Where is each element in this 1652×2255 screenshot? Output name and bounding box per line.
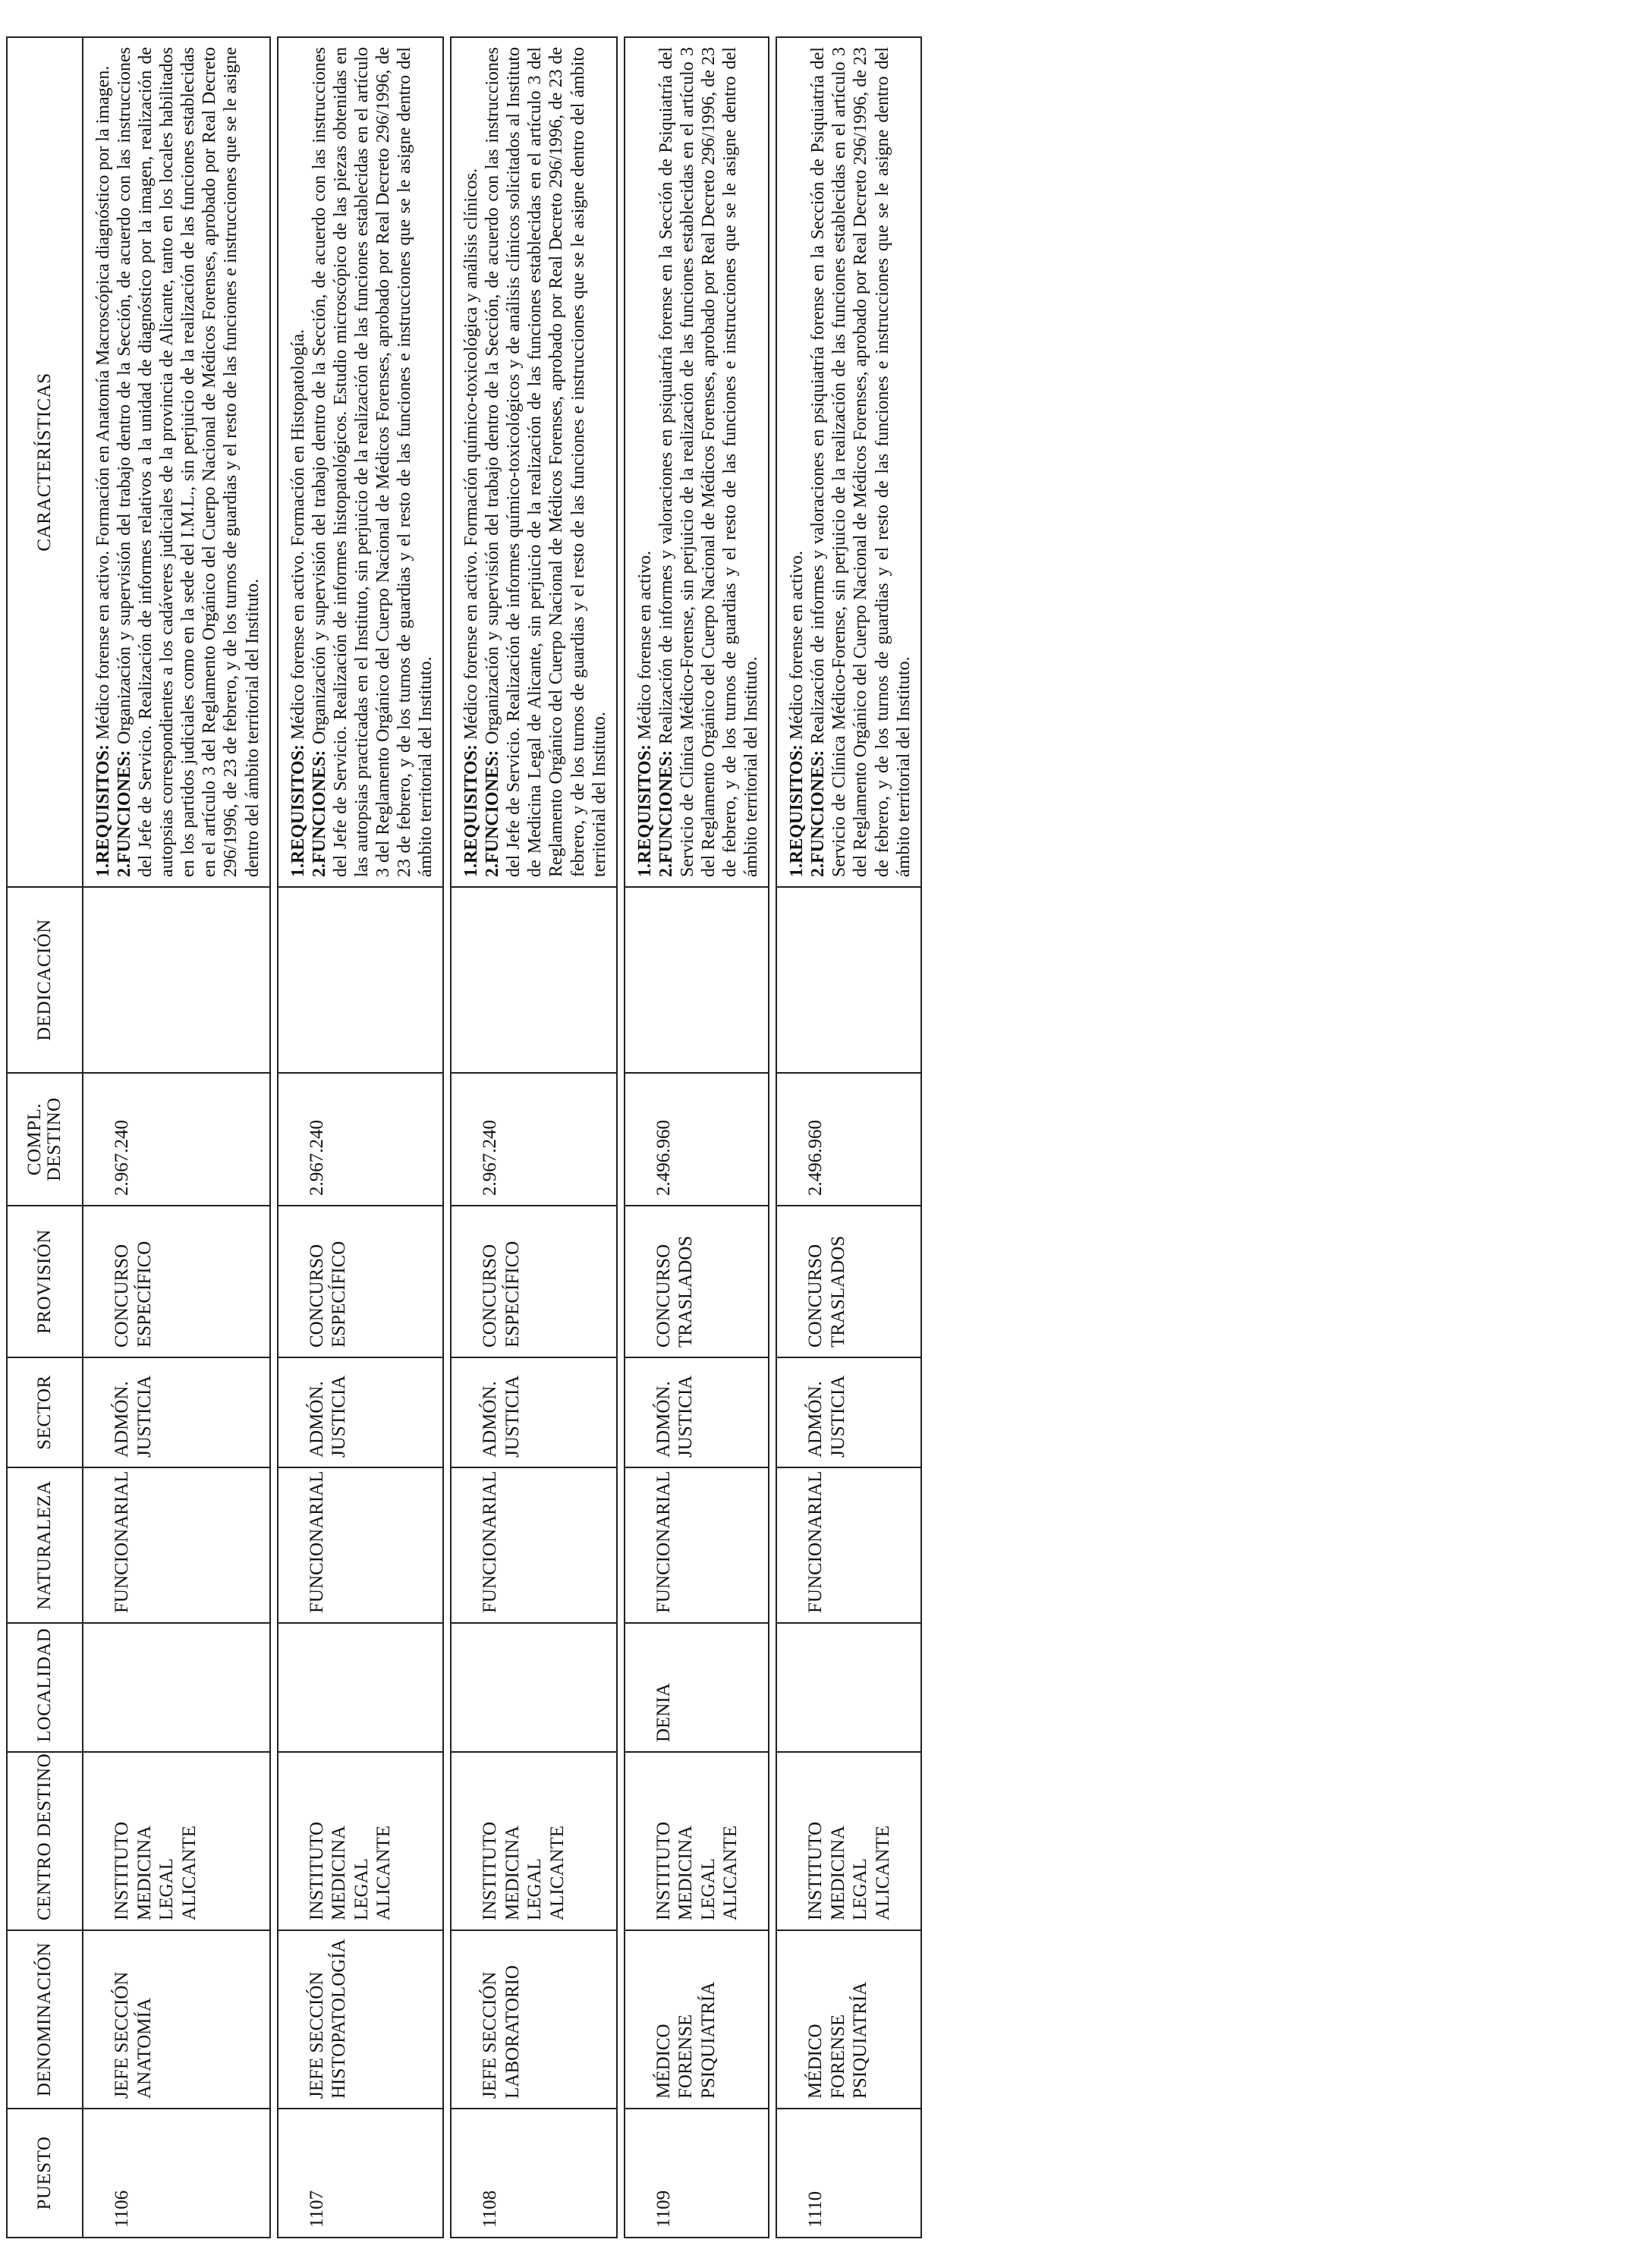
denominacion-line: LABORATORIO bbox=[502, 1965, 523, 2099]
cell-denominacion bbox=[625, 1930, 769, 2109]
table-row bbox=[278, 37, 444, 2238]
centro-line: MEDICINA LEGAL bbox=[134, 1826, 177, 1920]
sector-line: JUSTICIA bbox=[827, 1375, 848, 1458]
cell-dedicacion bbox=[625, 887, 769, 1073]
centro-line: MEDICINA LEGAL bbox=[329, 1826, 372, 1920]
cell-provision bbox=[451, 1206, 617, 1357]
cell-caracteristicas bbox=[625, 37, 769, 887]
funciones-label: 2.FUNCIONES: bbox=[115, 750, 135, 877]
requisitos-label: 1.REQUISITOS: bbox=[93, 744, 113, 877]
cell-sector bbox=[451, 1357, 617, 1467]
row-gap-cell bbox=[270, 37, 278, 2238]
puestos-table bbox=[6, 36, 922, 2238]
sector-line: ADMÓN. bbox=[112, 1381, 132, 1458]
cell-dedicacion bbox=[278, 887, 444, 1073]
cell-denominacion bbox=[83, 1930, 270, 2109]
row-gap bbox=[270, 37, 278, 2238]
centro-line: ALICANTE bbox=[546, 1826, 568, 1920]
rotated-table-sheet bbox=[6, 38, 1638, 2238]
cell-sector bbox=[83, 1357, 270, 1467]
header-puesto: PUESTO bbox=[7, 2109, 83, 2238]
cell-compl-destino: 2.496.960 bbox=[776, 1073, 920, 1206]
sector-line: JUSTICIA bbox=[502, 1375, 523, 1458]
centro-line: ALICANTE bbox=[720, 1826, 741, 1920]
cell-naturaleza: FUNCIONARIAL bbox=[625, 1467, 769, 1623]
denominacion-line: JEFE SECCIÓN bbox=[306, 1971, 327, 2099]
denominacion-line: JEFE SECCIÓN bbox=[480, 1971, 501, 2099]
funciones-text: Organización y supervisión del trabajo dentro de la Sección, de acuerdo con las instrucciones del Jefe de Servicio. Realización de informes relativos a la unidad de diagnóstico por la imagen, realización de autopsias correspondientes a los cadáveres judiciales de la provincia de Alicante, tanto en los locales habilitados en los partidos judiciales como en la sede del I.M.L., sin perjuicio de la realización de las funciones establecidas en el artículo 3 del Reglamento Orgánico del Cuerpo Nacional de Médicos Forenses, aprobado por Real Decreto 296/1996, de 23 de febrero, y de los turnos de guardias y el resto de las funciones e instrucciones que se le asigne dentro del ámbito territorial del Instituto. bbox=[115, 46, 263, 877]
table-row bbox=[625, 37, 769, 2238]
cell-caracteristicas bbox=[278, 37, 444, 887]
requisitos-label: 1.REQUISITOS: bbox=[634, 744, 655, 877]
cell-naturaleza: FUNCIONARIAL bbox=[776, 1467, 920, 1623]
cell-compl-destino: 2.967.240 bbox=[83, 1073, 270, 1206]
provision-line: ESPECÍFICO bbox=[134, 1241, 155, 1348]
provision-line: CONCURSO bbox=[306, 1244, 327, 1348]
header-denominacion: DENOMINACIÓN bbox=[7, 1930, 83, 2109]
sector-line: ADMÓN. bbox=[480, 1381, 501, 1458]
header-centro-destino: CENTRO DESTINO bbox=[7, 1752, 83, 1930]
funciones-text: Realización de informes y valoraciones en psiquiatría forense en la Sección de Psiquiatría del Servicio de Clínica Médico-Forense, sin perjuicio de la realización de las funciones establecidas en el artículo 3 del Reglamento Orgánico del Cuerpo Nacional de Médicos Forenses, aprobado por Real Decreto 296/1996, de 23 de febrero, y de los turnos de guardias y el resto de las funciones e instrucciones que se le asigne dentro del ámbito territorial del Instituto. bbox=[808, 47, 914, 877]
requisitos-text: Médico forense en activo. bbox=[787, 550, 807, 741]
cell-caracteristicas bbox=[776, 37, 920, 887]
header-sector: SECTOR bbox=[7, 1357, 83, 1467]
row-gap bbox=[769, 37, 776, 2238]
cell-caracteristicas bbox=[83, 37, 270, 887]
cell-puesto: 1107 bbox=[278, 2109, 444, 2238]
centro-line: INSTITUTO bbox=[653, 1821, 674, 1920]
provision-line: CONCURSO bbox=[805, 1244, 826, 1348]
funciones-text: Realización de informes y valoraciones en psiquiatría forense en la Sección de Psiquiatría del Servicio de Clínica Médico-Forense, sin perjuicio de la realización de las funciones establecidas en el artículo 3 del Reglamento Orgánico del Cuerpo Nacional de Médicos Forenses, aprobado por Real Decreto 296/1996, de 23 de febrero, y de los turnos de guardias y el resto de las funciones e instrucciones que se le asigne dentro del ámbito territorial del Instituto. bbox=[656, 47, 762, 877]
centro-line: INSTITUTO bbox=[306, 1821, 327, 1920]
cell-centro-destino bbox=[83, 1752, 270, 1930]
cell-localidad bbox=[451, 1623, 617, 1752]
sector-line: ADMÓN. bbox=[653, 1381, 674, 1458]
cell-dedicacion bbox=[83, 887, 270, 1073]
cell-denominacion bbox=[451, 1930, 617, 2109]
centro-line: INSTITUTO bbox=[805, 1821, 826, 1920]
cell-localidad bbox=[776, 1623, 920, 1752]
centro-line: ALICANTE bbox=[373, 1826, 395, 1920]
funciones-label: 2.FUNCIONES: bbox=[483, 750, 503, 877]
cell-naturaleza: FUNCIONARIAL bbox=[278, 1467, 444, 1623]
funciones-label: 2.FUNCIONES: bbox=[656, 750, 676, 877]
denominacion-line: JEFE SECCIÓN bbox=[112, 1971, 132, 2099]
provision-line: CONCURSO bbox=[480, 1244, 501, 1348]
provision-line: CONCURSO bbox=[112, 1244, 132, 1348]
provision-line: ESPECÍFICO bbox=[329, 1241, 350, 1348]
row-gap-cell bbox=[443, 37, 451, 2238]
cell-localidad bbox=[278, 1623, 444, 1752]
sector-line: JUSTICIA bbox=[134, 1375, 155, 1458]
header-provision: PROVISIÓN bbox=[7, 1206, 83, 1357]
centro-line: ALICANTE bbox=[178, 1826, 200, 1920]
cell-sector bbox=[625, 1357, 769, 1467]
funciones-text: Organización y supervisión del trabajo dentro de la Sección, de acuerdo con las instrucciones del Jefe de Servicio. Realización de informes químico-toxicológicos y de análisis clínicos solicitados al Instituto de Medicina Legal de Alicante, sin perjuicio de la realización de las funciones establecidas en el artículo 3 del Reglamento Orgánico del Cuerpo Nacional de Médicos Forenses, aprobado por Real Decreto 296/1996, de 23 de febrero, y de los turnos de guardias y el resto de las funciones e instrucciones que se le asigne dentro del ámbito territorial del Instituto. bbox=[483, 46, 609, 877]
table-row bbox=[83, 37, 270, 2238]
cell-compl-destino: 2.967.240 bbox=[451, 1073, 617, 1206]
centro-line: INSTITUTO bbox=[480, 1821, 501, 1920]
cell-caracteristicas bbox=[451, 37, 617, 887]
row-gap bbox=[443, 37, 451, 2238]
cell-puesto: 1108 bbox=[451, 2109, 617, 2238]
requisitos-label: 1.REQUISITOS: bbox=[787, 744, 807, 877]
funciones-label: 2.FUNCIONES: bbox=[808, 750, 829, 877]
provision-line: CONCURSO bbox=[653, 1244, 674, 1348]
sector-line: JUSTICIA bbox=[329, 1375, 350, 1458]
requisitos-label: 1.REQUISITOS: bbox=[288, 744, 308, 877]
table-row bbox=[451, 37, 617, 2238]
sector-line: ADMÓN. bbox=[306, 1381, 327, 1458]
cell-naturaleza: FUNCIONARIAL bbox=[451, 1467, 617, 1623]
cell-sector bbox=[278, 1357, 444, 1467]
provision-line: TRASLADOS bbox=[827, 1235, 848, 1348]
provision-line: TRASLADOS bbox=[675, 1235, 697, 1348]
denominacion-line: MÉDICO FORENSE bbox=[653, 2014, 697, 2099]
cell-denominacion bbox=[278, 1930, 444, 2109]
cell-compl-destino: 2.967.240 bbox=[278, 1073, 444, 1206]
row-gap bbox=[617, 37, 625, 2238]
cell-centro-destino bbox=[278, 1752, 444, 1930]
denominacion-line: ANATOMÍA bbox=[134, 1998, 155, 2099]
cell-compl-destino: 2.496.960 bbox=[625, 1073, 769, 1206]
denominacion-line: HISTOPATOLOGÍA bbox=[329, 1939, 350, 2099]
cell-provision bbox=[278, 1206, 444, 1357]
centro-line: INSTITUTO bbox=[112, 1821, 132, 1920]
cell-localidad: DENIA bbox=[625, 1623, 769, 1752]
sector-line: JUSTICIA bbox=[675, 1375, 697, 1458]
denominacion-line: MÉDICO FORENSE bbox=[805, 2014, 848, 2099]
row-gap-cell bbox=[769, 37, 776, 2238]
requisitos-text: Médico forense en activo. Formación en Anatomía Macroscópica diagnóstico por la imagen. bbox=[93, 65, 113, 741]
centro-line: MEDICINA LEGAL bbox=[675, 1826, 719, 1920]
cell-provision bbox=[625, 1206, 769, 1357]
cell-localidad bbox=[83, 1623, 270, 1752]
cell-puesto: 1110 bbox=[776, 2109, 920, 2238]
cell-sector bbox=[776, 1357, 920, 1467]
cell-puesto: 1109 bbox=[625, 2109, 769, 2238]
header-caracteristicas: CARACTERÍSTICAS bbox=[7, 37, 83, 887]
row-gap-cell bbox=[617, 37, 625, 2238]
funciones-label: 2.FUNCIONES: bbox=[309, 750, 329, 877]
header-dedicacion: DEDICACIÓN bbox=[7, 887, 83, 1073]
table-row bbox=[776, 37, 920, 2238]
cell-provision bbox=[776, 1206, 920, 1357]
cell-dedicacion bbox=[776, 887, 920, 1073]
denominacion-line: PSIQUIATRÍA bbox=[850, 1981, 871, 2099]
table-body bbox=[83, 37, 921, 2238]
requisitos-text: Médico forense en activo. bbox=[634, 550, 655, 741]
denominacion-line: PSIQUIATRÍA bbox=[697, 1981, 719, 2099]
centro-line: MEDICINA LEGAL bbox=[502, 1826, 546, 1920]
cell-naturaleza: FUNCIONARIAL bbox=[83, 1467, 270, 1623]
header-row bbox=[7, 37, 83, 2238]
cell-centro-destino bbox=[625, 1752, 769, 1930]
sector-line: ADMÓN. bbox=[805, 1381, 826, 1458]
requisitos-text: Médico forense en activo. Formación químico-toxicológica y análisis clínicos. bbox=[461, 168, 482, 741]
cell-puesto: 1106 bbox=[83, 2109, 270, 2238]
cell-centro-destino bbox=[776, 1752, 920, 1930]
centro-line: ALICANTE bbox=[872, 1826, 893, 1920]
centro-line: MEDICINA LEGAL bbox=[827, 1826, 871, 1920]
header-naturaleza: NATURALEZA bbox=[7, 1467, 83, 1623]
cell-dedicacion bbox=[451, 887, 617, 1073]
cell-centro-destino bbox=[451, 1752, 617, 1930]
header-localidad: LOCALIDAD bbox=[7, 1623, 83, 1752]
provision-line: ESPECÍFICO bbox=[502, 1241, 523, 1348]
cell-provision bbox=[83, 1206, 270, 1357]
header-compl-destino: COMPL. DESTINO bbox=[7, 1073, 83, 1206]
cell-denominacion bbox=[776, 1930, 920, 2109]
requisitos-label: 1.REQUISITOS: bbox=[461, 744, 482, 877]
requisitos-text: Médico forense en activo. Formación en Histopatología. bbox=[288, 329, 308, 741]
funciones-text: Organización y supervisión del trabajo dentro de la Sección, de acuerdo con las instrucciones del Jefe de Servicio. Realización de informes histopatológicos. Estudio microscópico de las piezas obtenidas en las autopsias practicadas en el Instituto, sin perjuicio de la realización de las funciones establecidas en el artículo 3 del Reglamento Orgánico del Cuerpo Nacional de Médicos Forenses, aprobado por Real Decreto 296/1996, de 23 de febrero, y de los turnos de guardias y el resto de las funciones e instrucciones que se le asigne dentro del ámbito territorial del Instituto. bbox=[309, 46, 436, 877]
